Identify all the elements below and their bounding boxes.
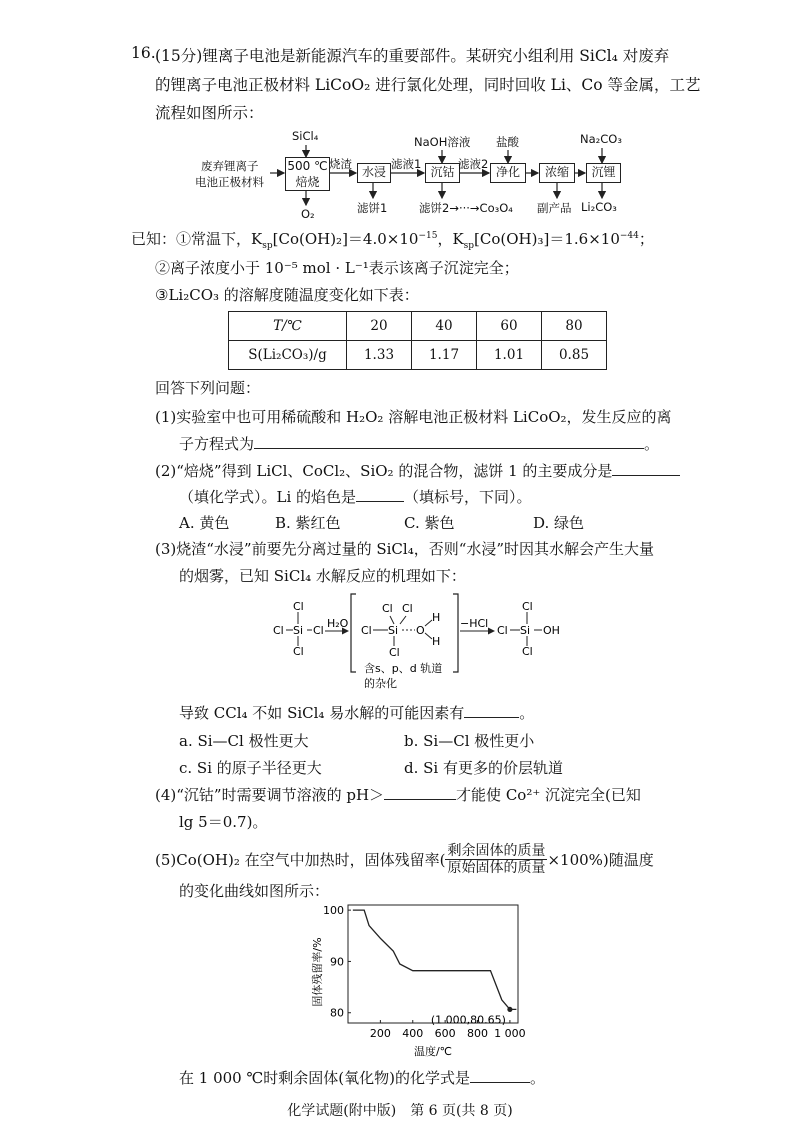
q1-answer-blank[interactable] — [254, 434, 644, 449]
known-2: ②离子浓度小于 10⁻⁵ mol · L⁻¹表示该离子沉淀完全； — [155, 259, 519, 277]
q2-line2 — [179, 486, 532, 507]
table-cell: 0.85 — [542, 341, 607, 370]
roast-box — [285, 157, 330, 191]
q5-line3 — [179, 1067, 545, 1088]
flow-start-line1: 废弃锂离子 — [201, 159, 259, 173]
table-head-temp: T/℃ — [229, 312, 347, 341]
q2-option-c[interactable]: C. 紫色 — [404, 514, 455, 532]
q2-line1 — [155, 460, 680, 481]
q1-line1: (1)实验室中也可用稀硫酸和 H₂O₂ 溶解电池正极材料 LiCoO₂，发生反应的离 — [155, 408, 672, 426]
output-cake2: 滤饼2→···→Co₃O₄ — [419, 201, 513, 215]
plot-frame — [348, 905, 518, 1023]
table-cell: 40 — [412, 312, 477, 341]
q3-option-b[interactable]: b. Si—Cl 极性更小 — [404, 732, 535, 750]
mech-note-line2: 的杂化 — [364, 677, 397, 690]
q3-line3-start: 导致 CCl₄ 不如 SiCl₄ 易水解的可能因素有 — [179, 704, 465, 722]
known-1-sub2: sp — [463, 241, 475, 251]
q4-line1-start: (4)“沉钴”时需要调节溶液的 pH＞ — [155, 786, 385, 804]
known-1-exp2: −44 — [619, 231, 639, 241]
table-row — [229, 312, 607, 341]
output-o2: O₂ — [301, 207, 315, 221]
x-tick-label: 1 000 — [494, 1027, 526, 1040]
flow-arrows — [0, 0, 800, 230]
reagent-sicl4: SiCl₄ — [292, 129, 319, 143]
q5-line1 — [155, 843, 654, 876]
table-cell: 1.17 — [412, 341, 477, 370]
lithium-precip-box — [586, 163, 621, 183]
q2-option-b[interactable]: B. 紫红色 — [275, 514, 341, 532]
mech-h: H — [432, 635, 441, 648]
retention-fraction — [445, 843, 547, 876]
table-cell: 80 — [542, 312, 607, 341]
mech-cl: Cl — [522, 600, 533, 613]
q4-line1-end: 才能使 Co²⁺ 沉淀完全(已知 — [456, 786, 641, 804]
output-cake1: 滤饼1 — [357, 201, 388, 215]
x-tick-label: 400 — [402, 1027, 424, 1040]
reagent-na2co3: Na₂CO₃ — [580, 132, 622, 146]
mech-cl: Cl — [313, 624, 324, 637]
table-head-solubility: S(Li₂CO₃)/g — [229, 341, 347, 370]
x-tick-label: 600 — [434, 1027, 456, 1040]
mech-cl: Cl — [293, 600, 304, 613]
q3-line3 — [179, 702, 534, 723]
mech-si: Si — [520, 624, 531, 637]
q1-line2-start: 子方程式为 — [179, 435, 255, 453]
q5-line1-start: (5)Co(OH)₂ 在空气中加热时，固体残留率( — [155, 851, 446, 869]
known-1-d: [Co(OH)₃]＝1.6×10 — [474, 230, 620, 248]
mech-cl: Cl — [361, 624, 372, 637]
fraction-numerator: 剩余固体的质量 — [447, 843, 546, 859]
known-1-a: 已知：①常温下，K — [131, 230, 263, 248]
intro-line-1: (15分)锂离子电池是新能源汽车的重要部件。某研究小组利用 SiCl₄ 对废弃 — [155, 47, 670, 65]
known-1-c: ，K — [437, 230, 464, 248]
q3-option-a[interactable]: a. Si—Cl 极性更大 — [179, 732, 309, 750]
mech-oh: OH — [543, 624, 560, 637]
retention-curve — [353, 910, 517, 1009]
fraction-denominator: 原始固体的质量 — [447, 860, 546, 876]
mech-cl: Cl — [522, 645, 533, 658]
mech-minus-hcl: −HCl — [460, 617, 489, 630]
table-cell: 1.33 — [347, 341, 412, 370]
q2-blank-2[interactable] — [356, 487, 404, 502]
water-leach-box — [357, 163, 391, 183]
data-point-1000 — [507, 1007, 512, 1012]
mech-note-line1: 含s、p、d 轨道 — [364, 662, 443, 675]
q2-line2-end: （填标号，下同）。 — [404, 488, 532, 506]
flow-start-line2: 电池正极材料 — [195, 175, 264, 189]
q1-line2-end: 。 — [644, 435, 660, 453]
q3-line3-end: 。 — [519, 704, 535, 722]
x-tick-label: 200 — [369, 1027, 391, 1040]
q5-line3-start: 在 1 000 ℃时剩余固体(氧化物)的化学式是 — [179, 1069, 470, 1087]
roast-box-line1: 500 ℃ — [287, 159, 328, 173]
q5-line3-end: 。 — [529, 1069, 545, 1087]
q3-line2: 的烟雾，已知 SiCl₄ 水解反应的机理如下： — [179, 567, 466, 585]
q4-line1 — [155, 784, 641, 805]
x-axis-label: 温度/℃ — [413, 1045, 453, 1058]
table-cell: 60 — [477, 312, 542, 341]
mech-si: Si — [293, 624, 304, 637]
purify-box — [490, 163, 526, 183]
q5-line1-end: ×100%)随温度 — [547, 851, 654, 869]
x-tick-label: 800 — [467, 1027, 489, 1040]
mech-h2o: H₂O — [327, 617, 349, 630]
table-cell: 20 — [347, 312, 412, 341]
known-1-sub1: sp — [262, 241, 273, 251]
roast-box-line2: 焙烧 — [295, 175, 320, 189]
question-number: 16. — [131, 44, 156, 62]
q1-line2 — [179, 433, 659, 454]
known-3: ③Li₂CO₃ 的溶解度随温度变化如下表： — [155, 286, 419, 304]
q5-blank[interactable] — [470, 1068, 530, 1083]
y-tick-label: 100 — [323, 904, 344, 918]
mech-h: H — [432, 611, 441, 624]
water-leach-label: 水浸 — [361, 165, 386, 179]
purify-label: 净化 — [495, 165, 520, 179]
concentrate-label: 浓缩 — [544, 165, 569, 179]
arrow-label-filtrate1: 滤液1 — [391, 157, 422, 171]
known-1-exp1: −15 — [418, 231, 438, 241]
point-annotation: (1 000,80.65) — [430, 1013, 506, 1027]
reagent-hcl: 盐酸 — [496, 135, 519, 149]
q3-option-d[interactable]: d. Si 有更多的价层轨道 — [404, 759, 563, 777]
q3-line1: (3)烧渣“水浸”前要先分离过量的 SiCl₄，否则“水浸”时因其水解会产生大量 — [155, 540, 655, 558]
known-1 — [131, 228, 654, 251]
known-1-b: [Co(OH)₂]＝4.0×10 — [272, 230, 419, 248]
mech-si: Si — [388, 624, 399, 637]
page-footer: 化学试题(附中版) 第 6 页(共 8 页) — [287, 1103, 513, 1119]
arrow-label-slag: 烧渣 — [329, 157, 352, 171]
mech-cl: Cl — [293, 645, 304, 658]
y-tick-label: 90 — [330, 955, 344, 969]
retention-chart — [305, 900, 535, 1060]
intro-line-3: 流程如图所示： — [155, 104, 264, 122]
lithium-precip-label: 沉锂 — [591, 165, 616, 179]
q4-line2: lg 5＝0.7)。 — [179, 813, 268, 831]
cobalt-precip-box — [425, 163, 460, 183]
arrow-label-filtrate2: 滤液2 — [458, 157, 489, 171]
q3-option-c[interactable]: c. Si 的原子半径更大 — [179, 759, 322, 777]
solubility-table — [228, 311, 607, 370]
q2-blank-1[interactable] — [612, 461, 680, 476]
output-byproduct: 副产品 — [537, 201, 572, 215]
mech-o: O — [416, 624, 425, 637]
output-li2co3: Li₂CO₃ — [581, 200, 617, 214]
q2-option-d[interactable]: D. 绿色 — [533, 514, 585, 532]
q3-blank[interactable] — [464, 703, 519, 718]
hydrolysis-mechanism — [260, 590, 580, 695]
intro-line-2: 的锂离子电池正极材料 LiCoO₂ 进行氯化处理，同时回收 Li、Co 等金属，工艺 — [155, 76, 701, 94]
mech-cl: Cl — [382, 602, 393, 615]
mech-cl: Cl — [497, 624, 508, 637]
y-tick-label: 80 — [330, 1006, 344, 1020]
q4-blank[interactable] — [384, 785, 456, 800]
mech-cl: Cl — [389, 646, 400, 659]
q2-line2-start: （填化学式）。Li 的焰色是 — [179, 488, 357, 506]
table-row — [229, 341, 607, 370]
q2-option-a[interactable]: A. 黄色 — [179, 514, 230, 532]
cobalt-precip-label: 沉钴 — [430, 165, 455, 179]
answer-prompt: 回答下列问题： — [155, 379, 261, 397]
mech-cl: Cl — [273, 624, 284, 637]
y-axis-label: 固体残留率/% — [311, 937, 324, 1007]
mech-cl: Cl — [402, 602, 413, 615]
q2-line1-start: (2)“焙烧”得到 LiCl、CoCl₂、SiO₂ 的混合物，滤饼 1 的主要成分是 — [155, 462, 613, 480]
q5-line2: 的变化曲线如图所示： — [179, 882, 330, 900]
table-cell: 1.01 — [477, 341, 542, 370]
concentrate-box — [539, 163, 575, 183]
process-flow-diagram — [0, 0, 800, 230]
reagent-naoh: NaOH溶液 — [414, 135, 471, 149]
known-1-e: ； — [638, 230, 654, 248]
